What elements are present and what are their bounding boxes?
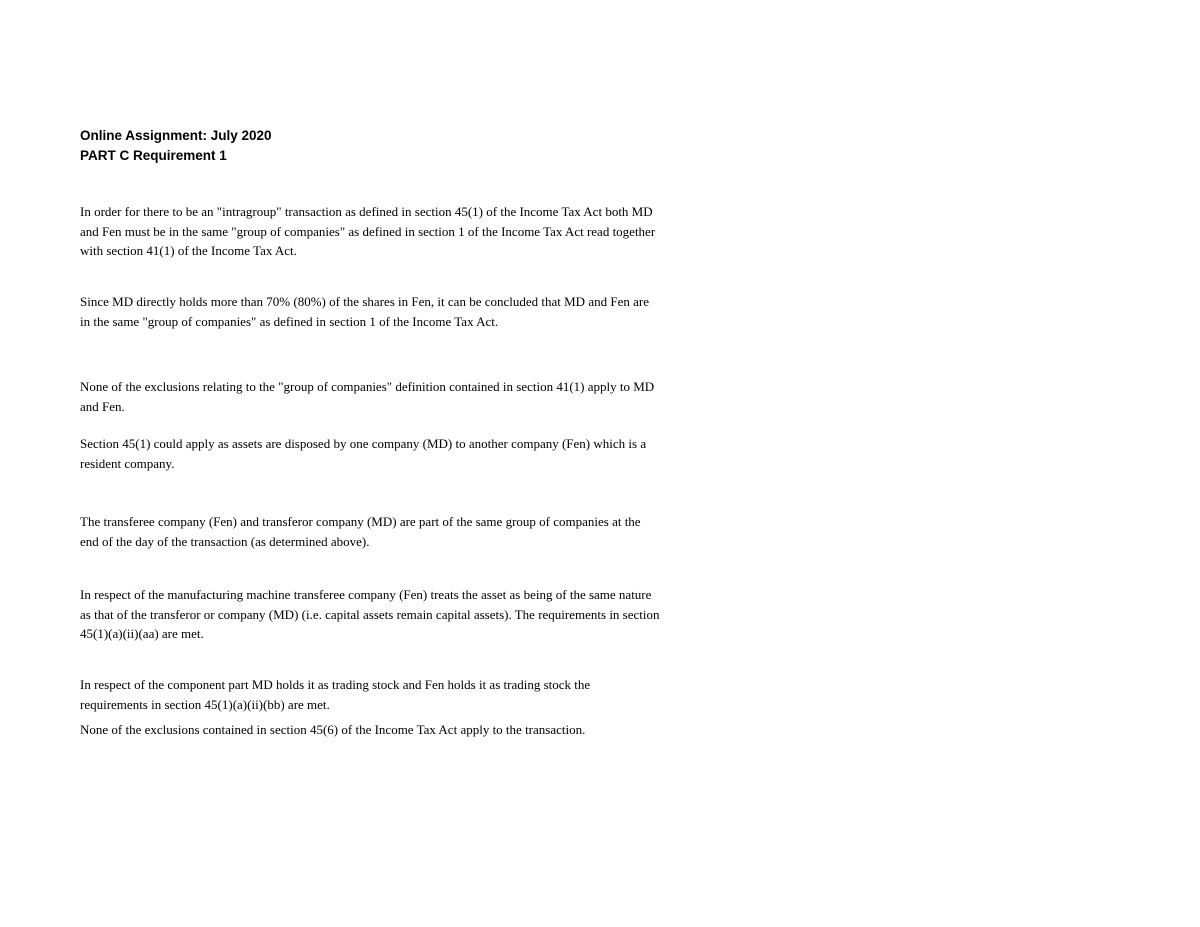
paragraph-manufacturing-machine: In respect of the manufacturing machine transferee company (Fen) treats the asset as being of the same nature as that of the transferor or company (MD) (i.e. capital assets remain capital assets). The requirements in section 45(1)(a)(ii)(aa) are met. (80, 587, 660, 641)
paragraph-exclusions-45-6: None of the exclusions contained in section 45(6) of the Income Tax Act apply to the transaction. (80, 722, 586, 737)
paragraph-same-group: The transferee company (Fen) and transferor company (MD) are part of the same group of companies at the end of the day of the transaction (as determined above). (80, 514, 641, 549)
paragraph-shareholding: Since MD directly holds more than 70% (80%) of the shares in Fen, it can be concluded that MD and Fen are in the same "group of companies" as defined in section 1 of the Income Tax Act. (80, 294, 649, 329)
paragraph-intragroup-definition: In order for there to be an "intragroup" transaction as defined in section 45(1) of the Income Tax Act both MD and Fen must be in the same "group of companies" as defined in section 1 of the Income Tax Act read together with section 41(1) of the Income Tax Act. (80, 204, 656, 258)
document-subtitle: PART C Requirement 1 (80, 148, 227, 163)
paragraph-exclusions-41: None of the exclusions relating to the "group of companies" definition contained in section 41(1) apply to MD and Fen. (80, 379, 655, 414)
document-header (80, 126, 660, 166)
paragraph-component-part: In respect of the component part MD holds it as trading stock and Fen holds it as trading stock the requirements in section 45(1)(a)(ii)(bb) are met. (80, 677, 591, 712)
document-title: Online Assignment: July 2020 (80, 128, 272, 143)
paragraph-section-45-applies: Section 45(1) could apply as assets are disposed by one company (MD) to another company (Fen) which is a resident company. (80, 436, 647, 471)
